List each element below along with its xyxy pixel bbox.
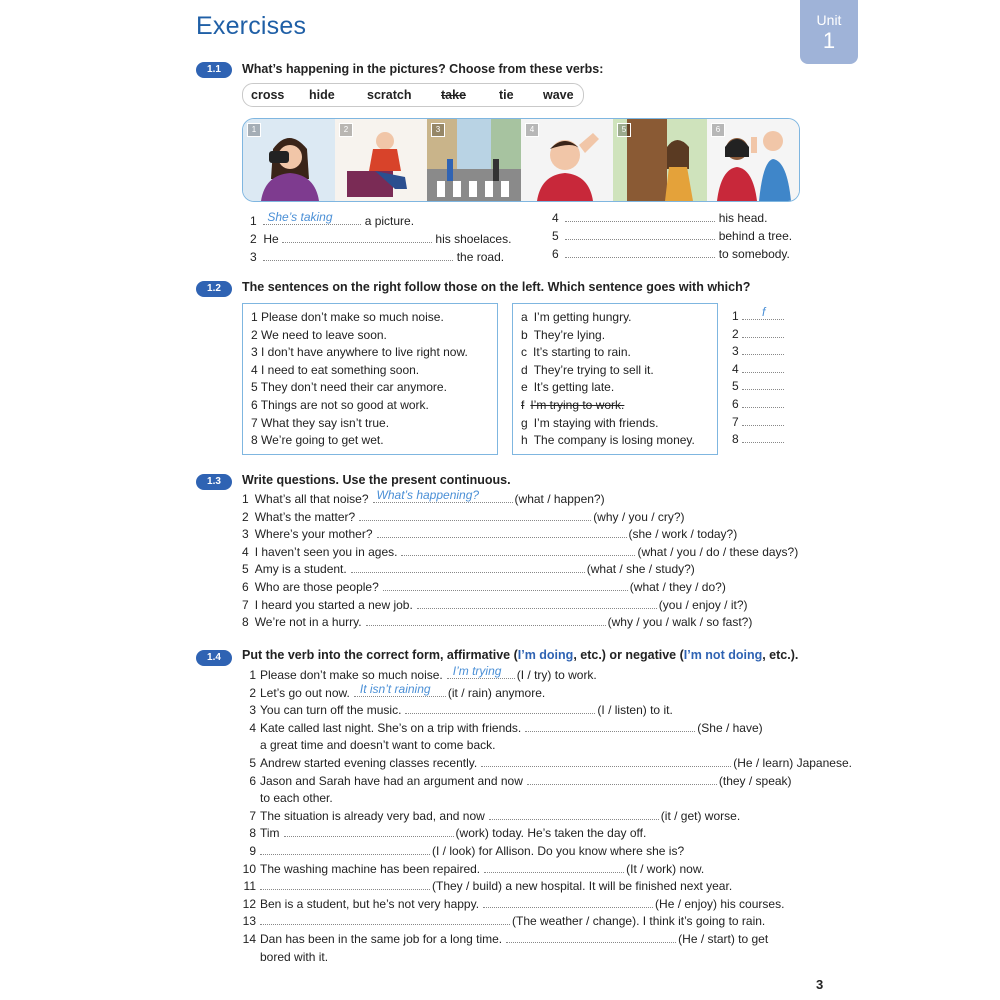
sentence-text: Things are not so good at work.	[260, 397, 429, 412]
item-text: Please don’t make so much noise.	[260, 668, 443, 682]
exercise-1-3-item	[242, 598, 802, 616]
verb-cue: (why / you / cry?)	[593, 509, 685, 524]
verb-cue: (it / get) worse.	[660, 808, 741, 823]
verb-cue: (I / try) to work.	[516, 668, 597, 682]
item-number: 12	[242, 896, 256, 911]
exercise-1-4-item	[238, 774, 808, 792]
answer-blank[interactable]	[447, 664, 515, 679]
sentence-text: What they say isn’t true.	[261, 415, 390, 430]
left-sentence	[251, 433, 489, 451]
matching-answer-row	[732, 415, 784, 433]
answer-blank[interactable]	[481, 756, 731, 767]
right-sentence	[521, 433, 709, 451]
left-sentence	[251, 416, 489, 434]
answer-blank[interactable]	[260, 844, 430, 855]
unit-number: 1	[822, 28, 836, 53]
instruction-text: Put the verb into the correct form, affirmative (	[242, 648, 518, 662]
exercise-1-3-item	[242, 562, 802, 580]
verb-box	[242, 83, 584, 107]
item-number: 6	[249, 773, 256, 788]
item-number: 5	[552, 229, 559, 243]
picture-people-waving	[707, 119, 799, 201]
exercise-1-4-item	[238, 755, 852, 774]
exercise-1-3-item	[242, 527, 802, 545]
item-number: 1	[242, 492, 249, 506]
item-number: 4	[732, 361, 743, 376]
answer-blank[interactable]	[417, 598, 657, 609]
page-title: Exercises	[196, 12, 307, 40]
item-text: a picture.	[364, 214, 415, 228]
item-text: to each other.	[260, 791, 333, 806]
matching-answer-row	[732, 432, 784, 450]
item-letter: d	[521, 362, 528, 377]
item-text: Ben is a student, but he’s not very happy.	[260, 896, 480, 911]
answer-blank[interactable]	[366, 615, 606, 626]
verb-word: wave	[543, 88, 574, 102]
answer-blank[interactable]	[284, 826, 454, 837]
verb-cue: (what / you / do / these days?)	[637, 544, 799, 559]
right-sentence	[521, 328, 709, 346]
sentence-text: They’re lying.	[533, 327, 606, 342]
exercise-badge-1-1: 1.1	[196, 62, 232, 78]
right-sentence	[521, 380, 709, 398]
answer-blank[interactable]	[742, 397, 784, 408]
item-number: 5	[732, 379, 743, 394]
answer-blank[interactable]	[282, 232, 432, 243]
question-text: I haven’t seen you in ages.	[254, 544, 398, 559]
picture-number: 5	[617, 123, 631, 137]
item-number: 11	[243, 879, 256, 894]
exercise-1-1-item	[552, 229, 792, 243]
answer-blank[interactable]	[401, 545, 635, 556]
exercise-1-3-item	[242, 488, 802, 510]
left-sentence	[251, 380, 489, 398]
sentence-text: I’m trying to work.	[530, 397, 625, 412]
verb-cue: (it / rain) anymore.	[447, 685, 546, 700]
picture-number: 1	[247, 123, 261, 137]
left-sentence	[251, 310, 489, 328]
item-number: 6	[242, 579, 249, 594]
answer-blank[interactable]	[260, 914, 510, 925]
item-number: 14	[242, 931, 256, 946]
picture-number: 4	[525, 123, 539, 137]
item-text: his head.	[718, 211, 768, 225]
answer-blank[interactable]	[527, 774, 717, 785]
item-letter: f	[521, 397, 525, 412]
sentence-text: It’s getting late.	[533, 380, 615, 395]
handwritten-answer: What’s happening?	[376, 488, 480, 502]
right-sentence	[521, 416, 709, 434]
left-sentence	[251, 363, 489, 381]
question-text: Where’s your mother?	[254, 527, 373, 542]
item-letter: b	[521, 327, 528, 342]
answer-blank[interactable]	[260, 879, 430, 890]
question-text: Amy is a student.	[254, 562, 347, 577]
verb-cue: (He / enjoy) his courses.	[655, 896, 785, 911]
matching-answer-row	[732, 379, 784, 397]
matching-answer-row	[732, 344, 784, 362]
item-number: 1	[251, 310, 262, 324]
verb-cue: (He / learn) Japanese.	[733, 755, 852, 770]
picture-number: 3	[431, 123, 445, 137]
picture-number: 2	[339, 123, 353, 137]
sentence-text: They’re trying to sell it.	[533, 362, 654, 377]
item-letter: c	[521, 345, 527, 360]
verb-cue: (He / start) to get	[678, 931, 769, 946]
left-sentence	[251, 398, 489, 416]
exercise-1-3-item	[242, 510, 802, 528]
answer-blank[interactable]	[565, 247, 715, 258]
item-letter: g	[521, 415, 528, 430]
answer-blank[interactable]	[506, 932, 676, 943]
answer-blank[interactable]	[359, 510, 591, 521]
item-number: 5	[251, 380, 261, 395]
exercise-1-4-item	[238, 879, 808, 897]
item-number: 4	[249, 720, 256, 735]
verb-cue: (you / enjoy / it?)	[658, 597, 748, 612]
verb-cue: (what / they / do?)	[629, 579, 726, 594]
verb-word: hide	[309, 88, 335, 102]
item-number: 6	[552, 247, 559, 261]
verb-cue: (why / you / walk / so fast?)	[607, 615, 753, 630]
exercise-1-4-item	[238, 681, 808, 704]
sentence-text: It’s starting to rain.	[533, 345, 631, 360]
verb-cue: (what / happen?)	[514, 492, 605, 506]
item-text: Dan has been in the same job for a long time.	[260, 931, 503, 946]
verb-cue: (They / build) a new hospital. It will be finished next year.	[432, 879, 733, 894]
item-number: 4	[251, 362, 262, 377]
item-text: Let’s go out now.	[260, 685, 350, 700]
item-number: 2	[732, 326, 743, 341]
answer-blank[interactable]	[742, 362, 784, 373]
item-number: 4	[242, 544, 249, 559]
item-number: 6	[251, 397, 261, 412]
unit-tab	[800, 0, 858, 64]
exercise-1-4-item	[238, 862, 808, 880]
verb-cue: (She / have)	[697, 720, 763, 735]
answer-blank[interactable]	[742, 327, 784, 338]
verb-word: tie	[499, 88, 514, 102]
verb-cue: (they / speak)	[718, 773, 792, 788]
item-number: 6	[732, 396, 743, 411]
item-text: The situation is already very bad, and now	[260, 808, 485, 823]
exercise-badge-1-4: 1.4	[196, 650, 232, 666]
matching-answer-row	[732, 305, 784, 327]
matching-answers	[732, 305, 784, 450]
question-text: What’s the matter?	[254, 509, 356, 524]
picture-number: 6	[711, 123, 725, 137]
item-number: 8	[251, 433, 262, 448]
handwritten-answer: f	[762, 305, 766, 319]
answer-blank[interactable]	[565, 229, 715, 240]
exercise-1-4-list	[238, 664, 852, 967]
item-number: 9	[249, 843, 256, 858]
picture-crossing-road	[427, 119, 521, 201]
verb-cue: (The weather / change). I think it’s going to rain.	[512, 914, 766, 929]
exercise-1-4-item-continuation	[238, 791, 808, 809]
answer-blank[interactable]	[484, 862, 624, 873]
answer-blank[interactable]	[383, 580, 628, 591]
item-text: to somebody.	[718, 247, 790, 261]
verb-cue: (It / work) now.	[626, 861, 705, 876]
item-number: 3	[250, 250, 257, 264]
exercise-1-4-item	[238, 703, 808, 721]
answer-blank[interactable]	[742, 305, 784, 320]
exercise-1-3-item	[242, 615, 802, 633]
instruction-text: , etc.).	[762, 648, 799, 662]
right-sentence	[521, 345, 709, 363]
handwritten-answer: I’m trying	[452, 664, 502, 678]
answer-blank[interactable]	[525, 721, 695, 732]
answer-blank[interactable]	[565, 211, 715, 222]
instruction-example: I’m not doing	[683, 648, 763, 662]
picture-hiding-behind-tree	[613, 119, 707, 201]
sentence-text: The company is losing money.	[533, 433, 695, 448]
right-sentences-box	[512, 303, 718, 455]
answer-blank[interactable]	[354, 681, 446, 697]
item-text: Tim	[260, 826, 280, 841]
verb-word: cross	[251, 88, 285, 102]
verb-cue: (I / look) for Allison. Do you know where she is?	[432, 843, 685, 858]
picture-man-shoelaces	[335, 119, 427, 201]
matching-answer-row	[732, 327, 784, 345]
item-number: 2	[249, 685, 256, 700]
left-sentences-box	[242, 303, 498, 455]
exercise-1-3-item	[242, 580, 802, 598]
item-number: 5	[249, 755, 256, 770]
exercise-1-4-item	[238, 809, 808, 827]
question-text: Who are those people?	[254, 579, 379, 594]
item-number: 1	[250, 214, 257, 228]
exercise-1-1-item	[552, 211, 767, 225]
sentence-text: I need to eat something soon.	[261, 362, 420, 377]
handwritten-answer: She’s taking	[267, 210, 333, 224]
item-number: 7	[732, 414, 743, 429]
question-text: We’re not in a hurry.	[254, 615, 362, 630]
exercise-1-4-item	[238, 932, 808, 950]
answer-blank[interactable]	[373, 488, 513, 503]
item-number: 8	[249, 826, 256, 841]
answer-blank[interactable]	[489, 809, 659, 820]
item-number: 1	[249, 668, 256, 682]
item-number: 3	[251, 345, 262, 360]
exercise-1-4-item-continuation	[238, 950, 808, 968]
exercise-1-4-instruction	[242, 648, 798, 662]
sentence-text: I’m getting hungry.	[533, 310, 632, 324]
item-text: Jason and Sarah have had an argument and now	[260, 773, 523, 788]
picture-strip	[242, 118, 800, 202]
exercise-1-1-item	[250, 250, 504, 264]
verb-cue: (work) today. He’s taken the day off.	[455, 826, 647, 841]
item-text: Andrew started evening classes recently.	[260, 755, 478, 770]
exercise-1-4-item	[238, 844, 808, 862]
answer-blank[interactable]	[405, 703, 595, 714]
sentence-text: I’m staying with friends.	[533, 415, 659, 430]
exercise-1-1-item	[250, 210, 415, 228]
question-text: I heard you started a new job.	[254, 597, 413, 612]
item-number: 2	[250, 232, 257, 246]
item-number: 2	[251, 327, 262, 342]
right-sentence	[521, 363, 709, 381]
left-sentence	[251, 345, 489, 363]
item-number: 8	[242, 615, 249, 630]
item-number: 7	[251, 415, 262, 430]
instruction-text: , etc.) or negative (	[573, 648, 684, 662]
verb-cue: (what / she / study?)	[586, 562, 695, 577]
item-letter: a	[521, 310, 528, 324]
answer-blank[interactable]	[742, 432, 784, 443]
exercise-1-4-item	[238, 897, 808, 915]
item-number: 2	[242, 509, 249, 524]
handwritten-answer: It isn’t raining	[359, 681, 431, 696]
exercise-1-1-item	[250, 232, 511, 246]
exercise-badge-1-3: 1.3	[196, 474, 232, 490]
watermark	[157, 121, 194, 167]
item-number: 3	[242, 527, 249, 542]
exercise-1-4-item	[238, 914, 808, 932]
instruction-example: I’m doing	[517, 648, 574, 662]
exercise-1-4-item-continuation	[238, 738, 808, 756]
verb-word: scratch	[367, 88, 412, 102]
sentence-text: I don’t have anywhere to live right now.	[261, 345, 468, 360]
matching-answer-row	[732, 362, 784, 380]
answer-blank[interactable]	[263, 250, 453, 261]
item-letter: h	[521, 433, 528, 448]
sentence-text: They don’t need their car anymore.	[260, 380, 447, 395]
item-letter: e	[521, 380, 528, 395]
right-sentence	[521, 398, 709, 416]
item-text: his shoelaces.	[435, 232, 512, 246]
item-text: You can turn off the music.	[260, 703, 402, 718]
item-text: a great time and doesn’t want to come back.	[260, 738, 496, 753]
answer-blank[interactable]	[483, 897, 653, 908]
picture-woman-camera	[243, 119, 335, 201]
item-number: 3	[249, 703, 256, 718]
sentence-text: We need to leave soon.	[261, 327, 387, 342]
item-number: 4	[552, 211, 559, 225]
answer-blank[interactable]	[742, 379, 784, 390]
item-text: Kate called last night. She’s on a trip with friends.	[260, 720, 522, 735]
verb-cue: (I / listen) to it.	[597, 703, 673, 718]
picture-man-scratching-head	[521, 119, 613, 201]
item-number: 1	[732, 309, 743, 323]
answer-blank[interactable]	[263, 210, 361, 225]
item-number: 3	[732, 344, 743, 359]
verb-word-crossed: take	[441, 88, 467, 102]
sentence-text: We’re going to get wet.	[261, 433, 384, 448]
item-number: 7	[242, 597, 249, 612]
unit-label: Unit	[816, 12, 842, 28]
answer-blank[interactable]	[351, 562, 585, 573]
item-number: 8	[732, 432, 743, 447]
answer-blank[interactable]	[742, 415, 784, 426]
question-text: What’s all that noise?	[254, 492, 369, 506]
exercise-1-3-list	[242, 488, 802, 633]
exercise-1-4-item	[238, 826, 808, 844]
sentence-text: Please don’t make so much noise.	[261, 310, 444, 324]
matching-answer-row	[732, 397, 784, 415]
exercise-1-1-instruction: What’s happening in the pictures? Choose from these verbs:	[242, 62, 604, 76]
item-number: 5	[242, 562, 249, 577]
item-number: 7	[249, 808, 256, 823]
verb-cue: (she / work / today?)	[628, 527, 738, 542]
item-text: The washing machine has been repaired.	[260, 861, 481, 876]
answer-blank[interactable]	[742, 344, 784, 355]
item-text: bored with it.	[260, 949, 329, 964]
right-sentence	[521, 310, 709, 328]
exercise-1-4-item	[238, 664, 808, 686]
exercise-1-1-item	[552, 247, 790, 261]
exercise-1-3-instruction: Write questions. Use the present continuous.	[242, 473, 511, 487]
item-number: 13	[242, 914, 256, 929]
item-number: 10	[242, 861, 256, 876]
exercise-1-4-item	[238, 721, 808, 739]
item-text: the road.	[456, 250, 505, 264]
item-text: behind a tree.	[718, 229, 793, 243]
answer-blank[interactable]	[377, 527, 627, 538]
left-sentence	[251, 328, 489, 346]
exercise-badge-1-2: 1.2	[196, 281, 232, 297]
exercise-1-2-instruction: The sentences on the right follow those on the left. Which sentence goes with which?	[242, 280, 751, 294]
item-text: He	[263, 232, 279, 246]
exercise-1-3-item	[242, 545, 802, 563]
page-number: 3	[816, 977, 824, 992]
